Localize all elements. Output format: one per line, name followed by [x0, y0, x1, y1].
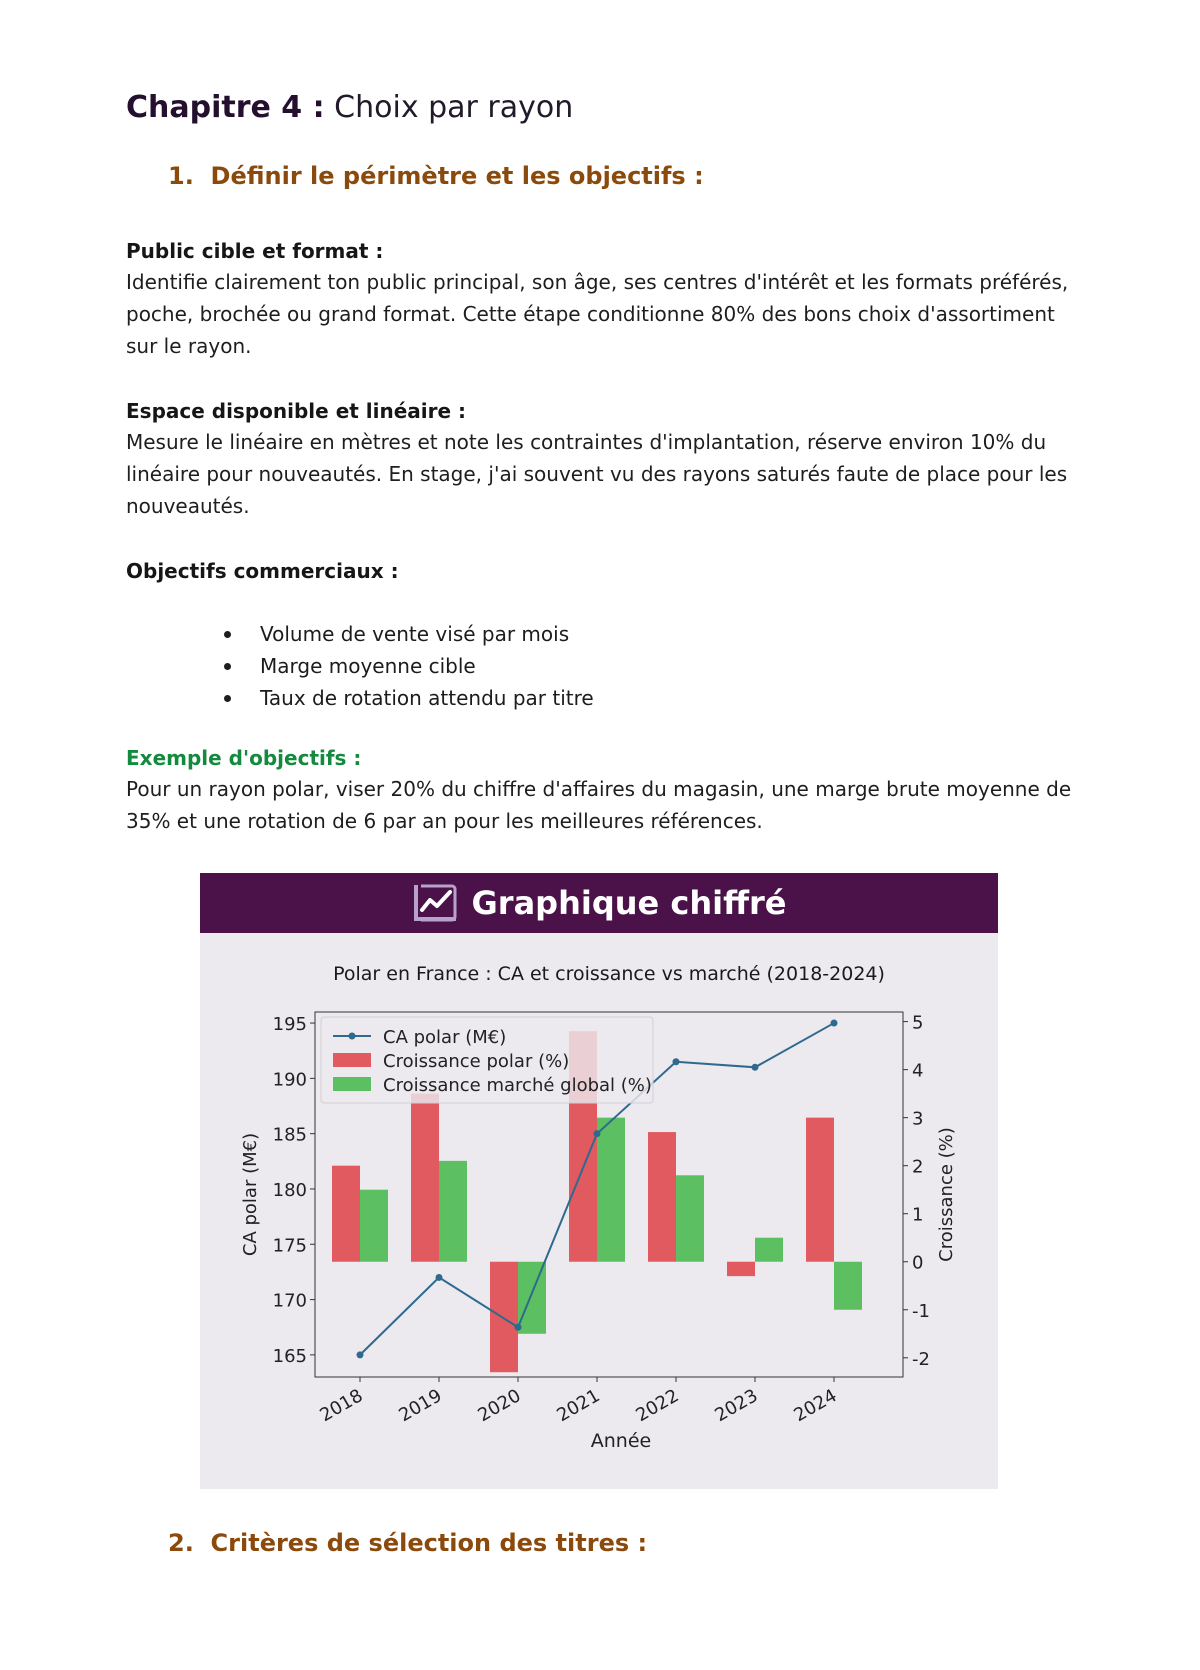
tick-label-left-170: 170 [272, 1290, 307, 1312]
legend-line-marker [349, 1033, 356, 1040]
point-ca-2021 [594, 1130, 601, 1137]
line-chart-icon [412, 883, 458, 923]
tick-label-left-165: 165 [272, 1345, 307, 1367]
bar-market-2023 [755, 1238, 783, 1262]
tick-label-x-2024: 2024 [790, 1385, 841, 1427]
section-2-title [168, 1529, 647, 1557]
bullet-icon [224, 663, 231, 670]
y-axis-right-label: Croissance (%) [936, 1127, 957, 1262]
y-axis-left-label: CA polar (M€) [240, 1132, 261, 1257]
bar-market-2022 [676, 1175, 704, 1261]
tick-label-x-2023: 2023 [711, 1385, 762, 1427]
tick-label-right-2: 2 [912, 1156, 924, 1178]
legend-label-market: Croissance marché global (%) [383, 1075, 652, 1096]
legend-swatch-market [333, 1077, 371, 1091]
objectifs-heading: Objectifs commerciaux : [126, 559, 399, 583]
point-ca-2022 [673, 1058, 680, 1065]
chapter-title [126, 90, 573, 125]
bullet-icon [224, 695, 231, 702]
tick-label-left-190: 190 [272, 1069, 307, 1091]
bar-market-2020 [518, 1262, 546, 1334]
chart-banner-title: Graphique chiffré [471, 884, 787, 922]
bullet-icon [224, 631, 231, 638]
tick-label-right--2: -2 [912, 1348, 930, 1370]
public-heading: Public cible et format : [126, 239, 384, 263]
point-ca-2019 [436, 1274, 443, 1281]
point-ca-2020 [515, 1324, 522, 1331]
bar-market-2019 [439, 1161, 467, 1262]
legend-swatch-polar [333, 1053, 371, 1067]
tick-label-x-2022: 2022 [632, 1385, 683, 1427]
bar-polar-2022 [648, 1132, 676, 1262]
list-item-text: Taux de rotation attendu par titre [260, 686, 594, 710]
espace-paragraph: Mesure le linéaire en mètres et note les contraintes d'implantation, réserve environ 10% du linéaire pour nouveautés. En stage, j'ai souvent vu des rayons saturés faute de place pour les nouveautés. [126, 430, 1068, 518]
bar-market-2021 [597, 1118, 625, 1262]
tick-label-left-185: 185 [272, 1124, 307, 1146]
espace-heading: Espace disponible et linéaire : [126, 399, 467, 423]
tick-label-right-5: 5 [912, 1012, 924, 1034]
chart-svg [200, 933, 998, 1489]
tick-label-x-2021: 2021 [553, 1385, 604, 1427]
list-item [220, 650, 594, 682]
exemple-heading: Exemple d'objectifs : [126, 746, 362, 770]
x-axis-label: Année [590, 1430, 652, 1452]
section-1-title [168, 162, 704, 190]
point-ca-2018 [357, 1351, 364, 1358]
bar-polar-2024 [806, 1118, 834, 1262]
point-ca-2024 [831, 1020, 838, 1027]
bar-polar-2023 [727, 1262, 755, 1276]
tick-label-left-175: 175 [272, 1235, 307, 1257]
chart-banner [200, 873, 998, 933]
legend-label-polar: Croissance polar (%) [383, 1051, 570, 1072]
section-2-number: 2. [168, 1529, 194, 1557]
point-ca-2023 [752, 1064, 759, 1071]
tick-label-left-180: 180 [272, 1179, 307, 1201]
tick-label-right-3: 3 [912, 1108, 924, 1130]
chapter-label: Chapitre 4 : [126, 90, 325, 125]
tick-label-left-195: 195 [272, 1014, 307, 1036]
list-item [220, 682, 594, 714]
chart-card [200, 873, 998, 1489]
public-paragraph: Identifie clairement ton public principal, son âge, ses centres d'intérêt et les formats préférés, poche, brochée ou grand format. Cette étape conditionne 80% des bons choix d'assortiment sur le rayon. [126, 270, 1069, 358]
section-1-number: 1. [168, 162, 194, 190]
tick-label-x-2020: 2020 [474, 1385, 525, 1427]
tick-label-x-2018: 2018 [316, 1385, 367, 1427]
bar-market-2024 [834, 1262, 862, 1310]
bar-polar-2020 [490, 1262, 518, 1372]
tick-label-x-2019: 2019 [395, 1385, 446, 1427]
tick-label-right-1: 1 [912, 1204, 924, 1226]
chapter-name: Choix par rayon [334, 90, 574, 125]
tick-label-right--1: -1 [912, 1300, 930, 1322]
bar-polar-2018 [332, 1166, 360, 1262]
legend-label-ca: CA polar (M€) [383, 1027, 507, 1048]
tick-label-right-0: 0 [912, 1252, 924, 1274]
section-1-text: Définir le périmètre et les objectifs : [210, 162, 704, 190]
list-item-text: Marge moyenne cible [260, 654, 476, 678]
section-2-text: Critères de sélection des titres : [210, 1529, 648, 1557]
list-item [220, 618, 594, 650]
list-item-text: Volume de vente visé par mois [260, 622, 570, 646]
objectifs-list [220, 618, 594, 714]
chart-title: Polar en France : CA et croissance vs marché (2018-2024) [333, 963, 885, 985]
tick-label-right-4: 4 [912, 1060, 924, 1082]
bar-market-2018 [360, 1190, 388, 1262]
exemple-paragraph: Pour un rayon polar, viser 20% du chiffre d'affaires du magasin, une marge brute moyenne de 35% et une rotation de 6 par an pour les meilleures références. [126, 777, 1072, 833]
bar-polar-2019 [411, 1094, 439, 1262]
